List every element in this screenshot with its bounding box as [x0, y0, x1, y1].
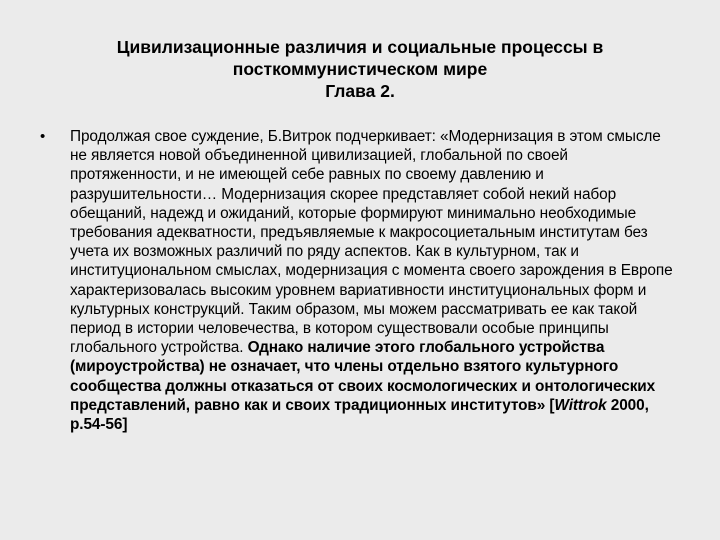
- paragraph-regular-text: Продолжая свое суждение, Б.Витрок подчеркивает: «Модернизация в этом смысле не является новой объединенной цивилизацией, глобальной по своей протяженности, и не имеющей себе равных по своему давлению и разрушительности… Модернизация скорее представляет собой некий набор обещаний, надежд и ожиданий, которые формируют минимально необходимые требования адекватности, предъявляемые к макросоциетальным институтам без учета их возможных различий по ряду аспектов. Как в культурном, так и институциональном смыслах, модернизация с момента своего зарождения в Европе характеризовалась высоким уровнем вариативности институциональных форм и культурных конструкций. Таким образом, мы можем рассматривать ее как такой период в истории человечества, в котором существовали особые принципы глобального устройства.: [70, 128, 673, 357]
- citation-details: 2000, р.54-56]: [70, 396, 649, 434]
- slide-title: [40, 36, 680, 102]
- slide-body: [40, 127, 680, 434]
- bullet-icon: •: [40, 128, 46, 145]
- title-chapter: Глава 2.: [325, 81, 395, 101]
- quote-paragraph: [70, 127, 680, 434]
- paragraph-bold-text: Однако наличие этого глобального устройства (мироустройства) не означает, что члены отдельно взятого культурного сообщества должны отказаться от своих космологических и онтологических представлений, равно как и своих традиционных институтов» [: [70, 339, 656, 414]
- citation-author: Wittrok: [554, 396, 607, 414]
- title-line-2: посткоммунистическом мире: [232, 59, 488, 79]
- title-line-1: Цивилизационные различия и социальные процессы в: [116, 37, 604, 57]
